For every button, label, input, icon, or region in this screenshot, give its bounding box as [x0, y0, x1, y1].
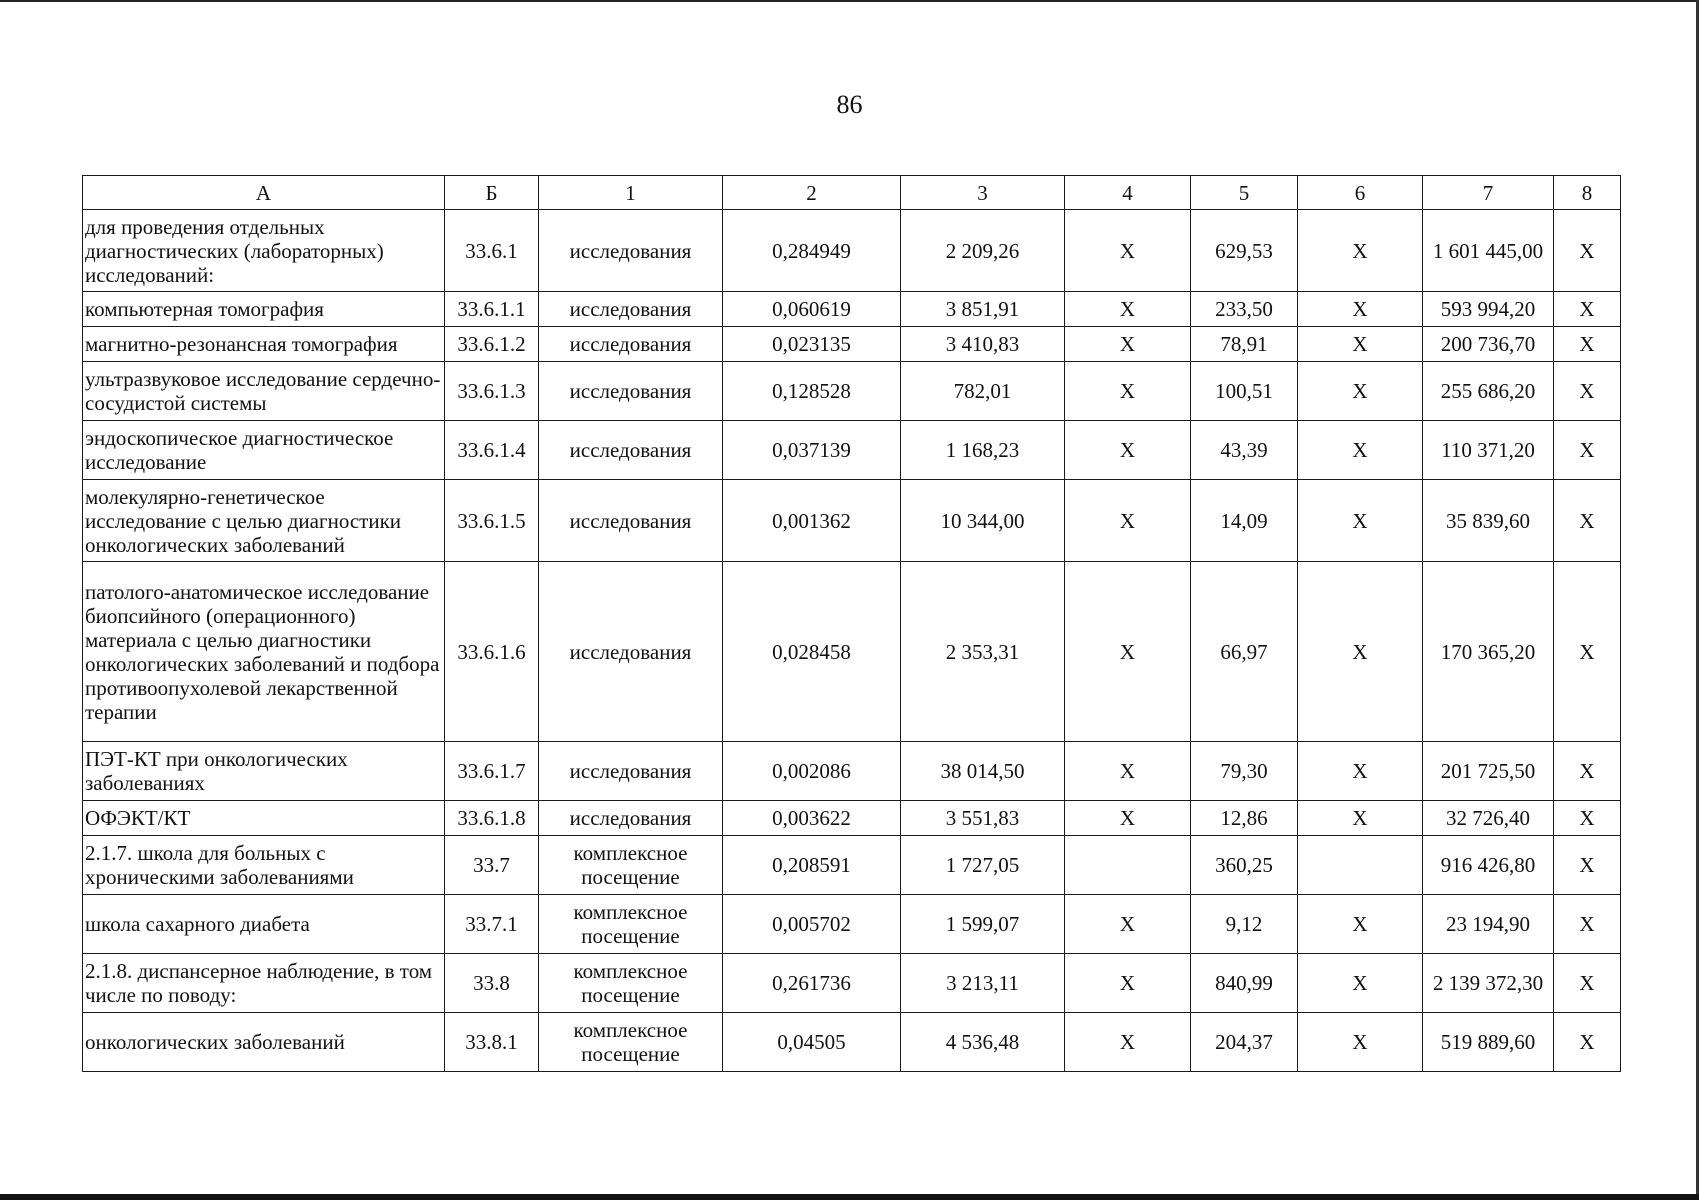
- row-name: онкологических заболеваний: [83, 1013, 445, 1072]
- cell-col-3: 3 551,83: [901, 801, 1065, 836]
- col-header-7: 7: [1423, 176, 1554, 210]
- cell-col-3: 2 353,31: [901, 562, 1065, 742]
- cell-col-2: 0,001362: [723, 480, 901, 562]
- page-number: 86: [836, 90, 863, 119]
- cell-col-2: 0,005702: [723, 895, 901, 954]
- row-code: 33.7.1: [445, 895, 539, 954]
- cell-col-6: Х: [1298, 562, 1423, 742]
- cell-col-8: Х: [1554, 562, 1621, 742]
- cell-col-7: 110 371,20: [1423, 421, 1554, 480]
- cell-col-6: Х: [1298, 742, 1423, 801]
- cell-col-7: 593 994,20: [1423, 292, 1554, 327]
- cell-col-2: 0,037139: [723, 421, 901, 480]
- row-code: 33.6.1.7: [445, 742, 539, 801]
- cell-col-8: Х: [1554, 801, 1621, 836]
- cell-col-6: [1298, 836, 1423, 895]
- table-row: [83, 836, 1621, 895]
- cell-col-5: 79,30: [1191, 742, 1298, 801]
- cell-col-2: 0,003622: [723, 801, 901, 836]
- cell-col-3: 38 014,50: [901, 742, 1065, 801]
- cell-col-7: 23 194,90: [1423, 895, 1554, 954]
- table-row: [83, 562, 1621, 742]
- col-header-b: Б: [445, 176, 539, 210]
- header-row: [83, 176, 1621, 210]
- cell-col-4: Х: [1065, 954, 1191, 1013]
- cell-col-7: 255 686,20: [1423, 362, 1554, 421]
- col-header-a: А: [83, 176, 445, 210]
- cell-col-8: Х: [1554, 895, 1621, 954]
- row-unit: исследования: [539, 562, 723, 742]
- cell-col-8: Х: [1554, 421, 1621, 480]
- cell-col-3: 782,01: [901, 362, 1065, 421]
- cell-col-5: 12,86: [1191, 801, 1298, 836]
- row-name: для проведения отдельных диагностических (лабораторных) исследований:: [83, 210, 445, 292]
- cell-col-3: 1 168,23: [901, 421, 1065, 480]
- cell-col-6: Х: [1298, 954, 1423, 1013]
- scan-edge-bottom: [0, 1194, 1699, 1200]
- table-row: [83, 421, 1621, 480]
- table-row: [83, 1013, 1621, 1072]
- data-table: [82, 175, 1621, 1072]
- cell-col-6: Х: [1298, 210, 1423, 292]
- cell-col-7: 1 601 445,00: [1423, 210, 1554, 292]
- cell-col-8: Х: [1554, 210, 1621, 292]
- row-unit: комплексное посещение: [539, 1013, 723, 1072]
- cell-col-4: Х: [1065, 362, 1191, 421]
- cell-col-4: Х: [1065, 801, 1191, 836]
- scan-edge-top: [0, 0, 1699, 2]
- cell-col-2: 0,04505: [723, 1013, 901, 1072]
- col-header-8: 8: [1554, 176, 1621, 210]
- row-unit: исследования: [539, 742, 723, 801]
- cell-col-2: 0,002086: [723, 742, 901, 801]
- cell-col-4: Х: [1065, 292, 1191, 327]
- cell-col-2: 0,128528: [723, 362, 901, 421]
- cell-col-7: 32 726,40: [1423, 801, 1554, 836]
- row-code: 33.6.1.2: [445, 327, 539, 362]
- cell-col-5: 840,99: [1191, 954, 1298, 1013]
- cell-col-3: 3 851,91: [901, 292, 1065, 327]
- cell-col-3: 1 599,07: [901, 895, 1065, 954]
- row-code: 33.6.1.1: [445, 292, 539, 327]
- cell-col-6: Х: [1298, 362, 1423, 421]
- row-name: эндоскопическое диагностическое исследование: [83, 421, 445, 480]
- row-name: школа сахарного диабета: [83, 895, 445, 954]
- row-name: ультразвуковое исследование сердечно-сосудистой системы: [83, 362, 445, 421]
- table-row: [83, 362, 1621, 421]
- row-unit: исследования: [539, 362, 723, 421]
- col-header-1: 1: [539, 176, 723, 210]
- cell-col-4: Х: [1065, 562, 1191, 742]
- table-row: [83, 327, 1621, 362]
- cell-col-6: Х: [1298, 1013, 1423, 1072]
- cell-col-7: 200 736,70: [1423, 327, 1554, 362]
- cell-col-2: 0,028458: [723, 562, 901, 742]
- cell-col-6: Х: [1298, 421, 1423, 480]
- table-row: [83, 480, 1621, 562]
- cell-col-5: 629,53: [1191, 210, 1298, 292]
- row-code: 33.6.1.5: [445, 480, 539, 562]
- col-header-2: 2: [723, 176, 901, 210]
- cell-col-7: 519 889,60: [1423, 1013, 1554, 1072]
- cell-col-4: Х: [1065, 421, 1191, 480]
- row-name: 2.1.7. школа для больных с хроническими заболеваниями: [83, 836, 445, 895]
- cell-col-8: Х: [1554, 836, 1621, 895]
- row-unit: комплексное посещение: [539, 895, 723, 954]
- cell-col-5: 78,91: [1191, 327, 1298, 362]
- cell-col-2: 0,284949: [723, 210, 901, 292]
- cell-col-5: 43,39: [1191, 421, 1298, 480]
- row-code: 33.7: [445, 836, 539, 895]
- row-name: ОФЭКТ/КТ: [83, 801, 445, 836]
- cell-col-8: Х: [1554, 292, 1621, 327]
- cell-col-3: 2 209,26: [901, 210, 1065, 292]
- cell-col-7: 2 139 372,30: [1423, 954, 1554, 1013]
- cell-col-6: Х: [1298, 480, 1423, 562]
- row-unit: исследования: [539, 801, 723, 836]
- cell-col-5: 233,50: [1191, 292, 1298, 327]
- cell-col-3: 10 344,00: [901, 480, 1065, 562]
- row-code: 33.8: [445, 954, 539, 1013]
- cell-col-6: Х: [1298, 292, 1423, 327]
- row-code: 33.6.1.3: [445, 362, 539, 421]
- cell-col-7: 201 725,50: [1423, 742, 1554, 801]
- cell-col-2: 0,060619: [723, 292, 901, 327]
- cell-col-8: Х: [1554, 742, 1621, 801]
- row-unit: исследования: [539, 327, 723, 362]
- cell-col-6: Х: [1298, 327, 1423, 362]
- row-unit: исследования: [539, 480, 723, 562]
- cell-col-5: 9,12: [1191, 895, 1298, 954]
- cell-col-3: 1 727,05: [901, 836, 1065, 895]
- cell-col-4: [1065, 836, 1191, 895]
- cell-col-5: 360,25: [1191, 836, 1298, 895]
- cell-col-3: 3 213,11: [901, 954, 1065, 1013]
- table-row: [83, 210, 1621, 292]
- table-row: [83, 895, 1621, 954]
- row-name: ПЭТ-КТ при онкологических заболеваниях: [83, 742, 445, 801]
- cell-col-4: Х: [1065, 895, 1191, 954]
- cell-col-8: Х: [1554, 954, 1621, 1013]
- row-code: 33.6.1.4: [445, 421, 539, 480]
- row-unit: комплексное посещение: [539, 836, 723, 895]
- row-name: патолого-анатомическое исследование биопсийного (операционного) материала с целью диагностики онкологических заболеваний и подбора противоопухолевой лекарственной терапии: [83, 562, 445, 742]
- cell-col-3: 4 536,48: [901, 1013, 1065, 1072]
- row-name: компьютерная томография: [83, 292, 445, 327]
- row-unit: исследования: [539, 421, 723, 480]
- cell-col-7: 35 839,60: [1423, 480, 1554, 562]
- cell-col-5: 14,09: [1191, 480, 1298, 562]
- row-unit: комплексное посещение: [539, 954, 723, 1013]
- cell-col-4: Х: [1065, 480, 1191, 562]
- cell-col-6: Х: [1298, 895, 1423, 954]
- table-row: [83, 801, 1621, 836]
- cell-col-4: Х: [1065, 210, 1191, 292]
- table-row: [83, 954, 1621, 1013]
- row-code: 33.6.1.8: [445, 801, 539, 836]
- col-header-5: 5: [1191, 176, 1298, 210]
- cell-col-2: 0,023135: [723, 327, 901, 362]
- cell-col-7: 916 426,80: [1423, 836, 1554, 895]
- row-code: 33.6.1.6: [445, 562, 539, 742]
- row-name: 2.1.8. диспансерное наблюдение, в том числе по поводу:: [83, 954, 445, 1013]
- row-code: 33.8.1: [445, 1013, 539, 1072]
- cell-col-7: 170 365,20: [1423, 562, 1554, 742]
- table-row: [83, 742, 1621, 801]
- row-name: магнитно-резонансная томография: [83, 327, 445, 362]
- row-unit: исследования: [539, 210, 723, 292]
- cell-col-4: Х: [1065, 1013, 1191, 1072]
- cell-col-6: Х: [1298, 801, 1423, 836]
- cell-col-4: Х: [1065, 742, 1191, 801]
- cell-col-8: Х: [1554, 480, 1621, 562]
- cell-col-2: 0,208591: [723, 836, 901, 895]
- row-name: молекулярно-генетическое исследование с целью диагностики онкологических заболеваний: [83, 480, 445, 562]
- row-unit: исследования: [539, 292, 723, 327]
- cell-col-8: Х: [1554, 1013, 1621, 1072]
- col-header-6: 6: [1298, 176, 1423, 210]
- cell-col-2: 0,261736: [723, 954, 901, 1013]
- cell-col-5: 66,97: [1191, 562, 1298, 742]
- table-row: [83, 292, 1621, 327]
- cell-col-5: 204,37: [1191, 1013, 1298, 1072]
- col-header-3: 3: [901, 176, 1065, 210]
- cell-col-8: Х: [1554, 362, 1621, 421]
- cell-col-3: 3 410,83: [901, 327, 1065, 362]
- cell-col-4: Х: [1065, 327, 1191, 362]
- cell-col-5: 100,51: [1191, 362, 1298, 421]
- col-header-4: 4: [1065, 176, 1191, 210]
- row-code: 33.6.1: [445, 210, 539, 292]
- cell-col-8: Х: [1554, 327, 1621, 362]
